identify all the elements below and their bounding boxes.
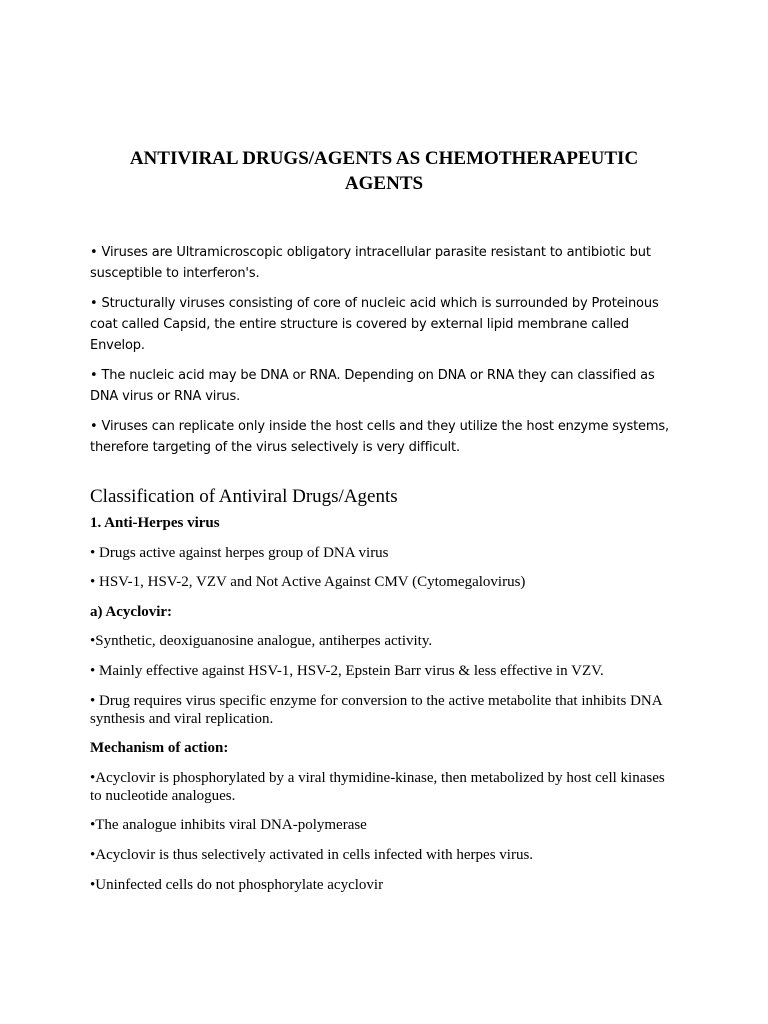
intro-bullet: • Structurally viruses consisting of core of nucleic acid which is surrounded by Proteinous coat called Capsid, the entire structure is covered by external lipid membrane called Envelop.: [90, 296, 659, 353]
mechanism-heading: Mechanism of action:: [90, 740, 229, 757]
mechanism-point: •The analogue inhibits viral DNA-polymerase: [90, 817, 367, 834]
mechanism-point: •Acyclovir is phosphorylated by a viral thymidine-kinase, then metabolized by host cell kinases to nucleotide analogues.: [90, 769, 665, 804]
intro-bullet-list: [90, 242, 680, 467]
intro-bullet: • Viruses can replicate only inside the host cells and they utilize the host enzyme systems, therefore targeting of the virus selectively is very difficult.: [90, 419, 670, 455]
anti-herpes-point: • HSV-1, HSV-2, VZV and Not Active Against CMV (Cytomegalovirus): [90, 574, 526, 591]
mechanism-point: •Acyclovir is thus selectively activated in cells infected with herpes virus.: [90, 846, 534, 863]
classification-heading: Classification of Antiviral Drugs/Agents: [90, 486, 398, 507]
document-title: ANTIVIRAL DRUGS/AGENTS AS CHEMOTHERAPEUTIC AGENTS: [129, 148, 639, 194]
acyclovir-point: • Drug requires virus specific enzyme for conversion to the active metabolite that inhibits DNA synthesis and viral replication.: [90, 692, 662, 727]
anti-herpes-point: • Drugs active against herpes group of DNA virus: [90, 544, 389, 561]
acyclovir-point: • Mainly effective against HSV-1, HSV-2, Epstein Barr virus & less effective in VZV.: [90, 662, 604, 679]
mechanism-point: •Uninfected cells do not phosphorylate acyclovir: [90, 876, 384, 893]
intro-bullet: • Viruses are Ultramicroscopic obligatory intracellular parasite resistant to antibiotic but susceptible to interferon's.: [90, 245, 651, 281]
intro-bullet: • The nucleic acid may be DNA or RNA. Depending on DNA or RNA they can classified as DNA virus or RNA virus.: [90, 368, 655, 404]
acyclovir-heading: a) Acyclovir:: [90, 603, 173, 620]
acyclovir-point: •Synthetic, deoxiguanosine analogue, antiherpes activity.: [90, 633, 433, 650]
anti-herpes-heading: 1. Anti-Herpes virus: [90, 515, 220, 531]
classification-section: [90, 484, 680, 905]
